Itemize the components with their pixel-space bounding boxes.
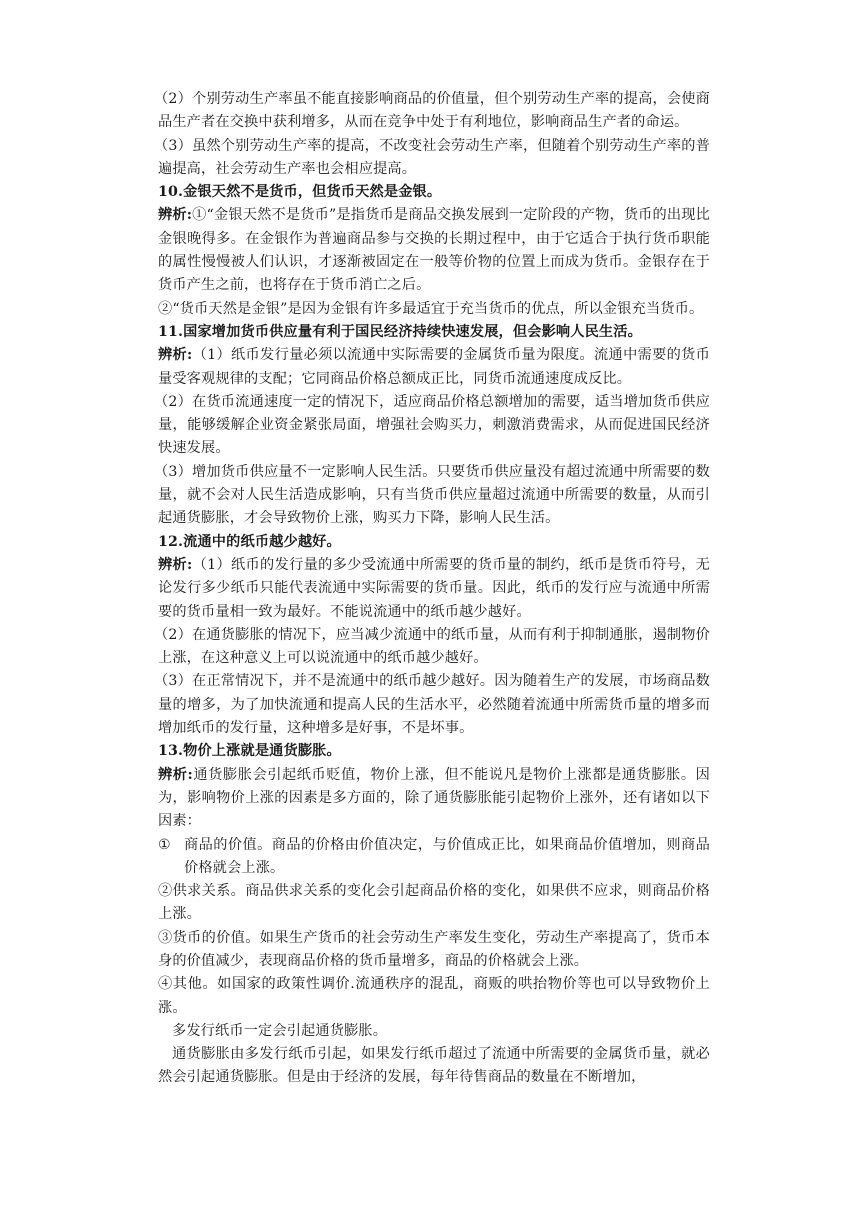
paragraph-item-12-point-3: （3）在正常情况下，并不是流通中的纸币越少越好。因为随着生产的发展，市场商品数量的增多，为了加快流通和提高人民的生活水平，必然随着流通中所需货币量的增多而增加纸币的发行量，这种增多是好事，不是坏事。 xyxy=(154,673,710,737)
analysis-text: ①“金银天然不是货币”是指货币是商品交换发展到一定阶段的产物，货币的出现比金银晚得多。在金银作为普遍商品参与交换的长期过程中，由于它适合于执行货币职能的属性慢慢被人们认识，才逐渐被固定在一般等价物的位置上而成为货币。金银存在于货币产生之前，也将存在于货币消亡之后。 xyxy=(158,207,711,294)
analysis-label: 辨析: xyxy=(158,207,193,224)
analysis-item-10 xyxy=(158,204,710,297)
analysis-label: 辨析: xyxy=(158,347,193,364)
paragraph-more-paper-money: 多发行纸币一定会引起通货膨胀。 xyxy=(172,1022,388,1039)
numbered-marker: ① xyxy=(158,836,171,853)
analysis-item-12 xyxy=(158,554,710,624)
analysis-text: （1）纸币的发行量的多少受流通中所需要的货币量的制约，纸币是货币符号，无论发行多少纸币只能代表流通中实际需要的货币量。因此，纸币的发行应与流通中所需要的货币量相一致为最好。不能说流通中的纸币越少越好。 xyxy=(158,556,711,620)
analysis-label: 辨析: xyxy=(158,766,193,783)
heading-item-10: 10.金银天然不是货币，但货币天然是金银。 xyxy=(158,184,442,201)
heading-item-12: 12.流通中的纸币越少越好。 xyxy=(158,533,341,550)
paragraph-labor-productivity-2: （2）个别劳动生产率虽不能直接影响商品的价值量，但个别劳动生产率的提高，会使商品生产者在交换中获利增多，从而在竞争中处于有利地位，影响商品生产者的命运。 xyxy=(154,91,710,131)
paragraph-item-10-point-2: ②“货币天然是金银”是因为金银有许多最适宜于充当货币的优点，所以金银充当货币。 xyxy=(158,300,704,317)
heading-item-13: 13.物价上涨就是通货膨胀。 xyxy=(158,743,341,760)
analysis-text: （1）纸币发行量必须以流通中实际需要的金属货币量为限度。流通中需要的货币量受客观规律的支配；它同商品价格总额成正比，同货币流通速度成反比。 xyxy=(158,347,711,387)
paragraph-labor-productivity-3: （3）虽然个别劳动生产率的提高，不改变社会劳动生产率，但随着个别劳动生产率的普遍提高，社会劳动生产率也会相应提高。 xyxy=(154,137,710,177)
paragraph-factor-currency-value: ③货币的价值。如果生产货币的社会劳动生产率发生变化，劳动生产率提高了，货币本身的价值减少，表现商品价格的货币量增多，商品的价格就会上涨。 xyxy=(158,929,710,969)
paragraph-factor-other: ④其他。如国家的政策性调价.流通秩序的混乱，商贩的哄抬物价等也可以导致物价上涨。 xyxy=(158,976,710,1016)
paragraph-item-11-point-3: （3）增加货币供应量不一定影响人民生活。只要货币供应量没有超过流通中所需要的数量，就不会对人民生活造成影响，只有当货币供应量超过流通中所需要的数量，从而引起通货膨胀，才会导致物价上涨，购买力下降，影响人民生活。 xyxy=(154,463,710,527)
numbered-item-1 xyxy=(158,834,710,881)
analysis-item-11 xyxy=(158,344,710,391)
paragraph-item-11-point-2: （2）在货币流通速度一定的情况下，适应商品价格总额增加的需要，适当增加货币供应量，能够缓解企业资金紧张局面，增强社会购买力，刺激消费需求，从而促进国民经济快速发展。 xyxy=(154,393,710,457)
analysis-label: 辨析: xyxy=(158,556,193,573)
analysis-item-13 xyxy=(158,764,710,834)
document-page xyxy=(154,88,711,1090)
analysis-text: 通货膨胀会引起纸币贬值，物价上涨，但不能说凡是物价上涨都是通货膨胀。因为，影响物价上涨的因素是多方面的，除了通货膨胀能引起物价上涨外，还有诸如以下因素： xyxy=(158,766,710,830)
paragraph-factor-supply-demand: ②供求关系。商品供求关系的变化会引起商品价格的变化，如果供不应求，则商品价格上涨。 xyxy=(158,883,710,923)
paragraph-item-12-point-2: （2）在通货膨胀的情况下，应当减少流通中的纸币量，从而有利于抑制通胀，遏制物价上涨，在这种意义上可以说流通中的纸币越少越好。 xyxy=(154,626,710,667)
numbered-text: 商品的价值。商品的价格由价值决定，与价值成正比，如果商品价值增加，则商品价格就会上涨。 xyxy=(184,836,710,876)
heading-item-11: 11.国家增加货币供应量有利于国民经济持续快速发展，但会影响人民生活。 xyxy=(158,323,642,340)
paragraph-inflation-explanation: 通货膨胀由多发行纸币引起，如果发行纸币超过了流通中所需要的金属货币量，就必然会引起通货膨胀。但是由于经济的发展，每年待售商品的数量在不断增加， xyxy=(158,1046,710,1086)
